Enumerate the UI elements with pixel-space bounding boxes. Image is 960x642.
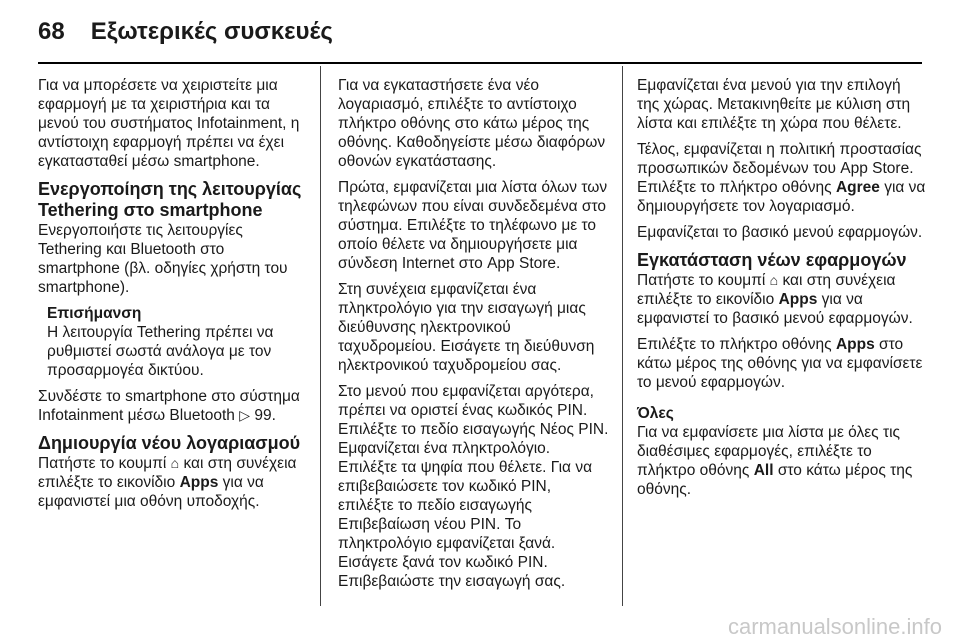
paragraph-text: Πατήστε το κουμπί [38,455,167,472]
paragraph-text: στο κάτω μέρος της οθόνης για να εμφανίσετε το μενού εφαρμογών. [637,336,923,391]
section-heading-install-apps: Εγκατάσταση νέων εφαρμογών [637,250,907,270]
section-heading-tethering: Ενεργοποίηση της λειτουργίας Tethering στο smartphone [38,179,302,220]
paragraph: Για να εγκαταστήσετε ένα νέο λογαριασμό, επιλέξτε το αντίστοιχο πλήκτρο οθόνης στο κάτω μέρος της οθόνης. Καθοδηγείστε μέσω διαφόρων οθονών εγκατάστασης. [338,77,606,170]
home-button-icon: ⌂ [170,455,180,471]
agree-label: Agree [835,179,880,196]
paragraph-text: για να εμφανιστεί το βασικό μενού εφαρμογών. [637,291,913,327]
paragraph [38,387,304,425]
paragraph-text: Επιλέξτε το πλήκτρο οθόνης [637,336,832,353]
column-2 [338,76,610,598]
paragraph-text: Συνδέστε το smartphone στο σύστημα Infotainment μέσω Bluetooth [38,388,300,424]
header-rule [38,62,922,64]
paragraph-text: και στη συνέχεια επιλέξτε το εικονίδιο [38,455,297,491]
paragraph: Εμφανίζεται ένα μενού για την επιλογή της χώρας. Μετακινηθείτε με κύλιση στη λίστα και επιλέξτε τη χώρα που θέλετε. [637,77,911,132]
note-heading: Επισήμανση [47,305,142,322]
note-box [47,304,304,380]
reference-triangle-icon: ▷ [239,407,251,423]
paragraph: Ενεργοποιήστε τις λειτουργίες Tethering και Bluetooth στο smartphone (βλ. οδηγίες χρήστη του smartphone). [38,222,288,296]
subheading-all: Όλες [637,405,674,422]
page-number: 68 [38,18,65,45]
paragraph-text: και στη συνέχεια επιλέξτε το εικονίδιο [637,272,896,308]
paragraph-text: στο κάτω μέρος της οθόνης. [637,462,913,498]
paragraph-text: για να εμφανιστεί μια οθόνη υποδοχής. [38,474,264,510]
apps-label: Apps [778,291,818,308]
apps-label: Apps [835,336,875,353]
column-divider-2 [622,66,623,606]
paragraph [637,423,927,499]
page-title: Εξωτερικές συσκευές [90,18,333,45]
note-text: Η λειτουργία Tethering πρέπει να ρυθμιστεί σωστά ανάλογα με τον προσαρμογέα δικτύου. [47,324,274,379]
column-1 [38,76,304,518]
paragraph [38,454,304,511]
column-divider-1 [320,66,321,606]
paragraph [637,271,927,328]
apps-label: Apps [179,474,219,491]
paragraph: Στη συνέχεια εμφανίζεται ένα πληκτρολόγιο για την εισαγωγή μιας διεύθυνσης ηλεκτρονικού ταχυδρομείου. Εισάγετε τη διεύθυνση ηλεκτρονικού ταχυδρομείου σας. [338,281,595,374]
page-header [38,18,333,50]
section-heading-new-account: Δημιουργία νέου λογαριασμού [38,433,301,453]
paragraph-text: Τέλος, εμφανίζεται η πολιτική προστασίας προσωπικών δεδομένων του App Store. Επιλέξτε το πλήκτρο οθόνης [637,141,922,196]
paragraph: Για να μπορέσετε να χειριστείτε μια εφαρμογή με τα χειριστήρια και τα μενού του συστήματος Infotainment, η αντίστοιχη εφαρμογή πρέπει να έχει εγκατασταθεί μέσω smartphone. [38,77,300,170]
paragraph [637,140,927,216]
paragraph: Στο μενού που εμφανίζεται αργότερα, πρέπει να οριστεί ένας κωδικός PIN. Επιλέξτε το πεδίο εισαγωγής Νέος PIN. Εμφανίζεται ένα πληκτρολόγιο. Επιλέξτε τα ψηφία που θέλετε. Για να επιβεβαιώσετε τον κωδικό PIN, επιλέξτε το πεδίο εισαγωγής Επιβεβαίωση νέου PIN. Το πληκτρολόγιο εμφανίζεται ξανά. Εισάγετε ξανά τον κωδικό PIN. Επιβεβαιώστε την εισαγωγή σας. [338,383,609,590]
paragraph-text: Για να εμφανίσετε μια λίστα με όλες τις διαθέσιμες εφαρμογές, επιλέξτε το πλήκτρο οθόνης [637,424,900,479]
paragraph: Πρώτα, εμφανίζεται μια λίστα όλων των τηλεφώνων που είναι συνδεδεμένα στο σύστημα. Επιλέξτε το τηλέφωνο με το οποίο θέλετε να δημιουργήσετε μια σύνδεση Internet στο App Store. [338,179,608,272]
column-3 [637,76,927,506]
paragraph-text: για να δημιουργήσετε τον λογαριασμό. [637,179,926,215]
home-button-icon: ⌂ [769,272,779,288]
paragraph: Εμφανίζεται το βασικό μενού εφαρμογών. [637,224,923,241]
paragraph-text: Πατήστε το κουμπί [637,272,766,289]
paragraph [637,335,927,392]
page-reference[interactable]: 99. [254,407,276,424]
all-label: All [753,462,774,479]
watermark: carmanualsonline.info [727,614,942,639]
